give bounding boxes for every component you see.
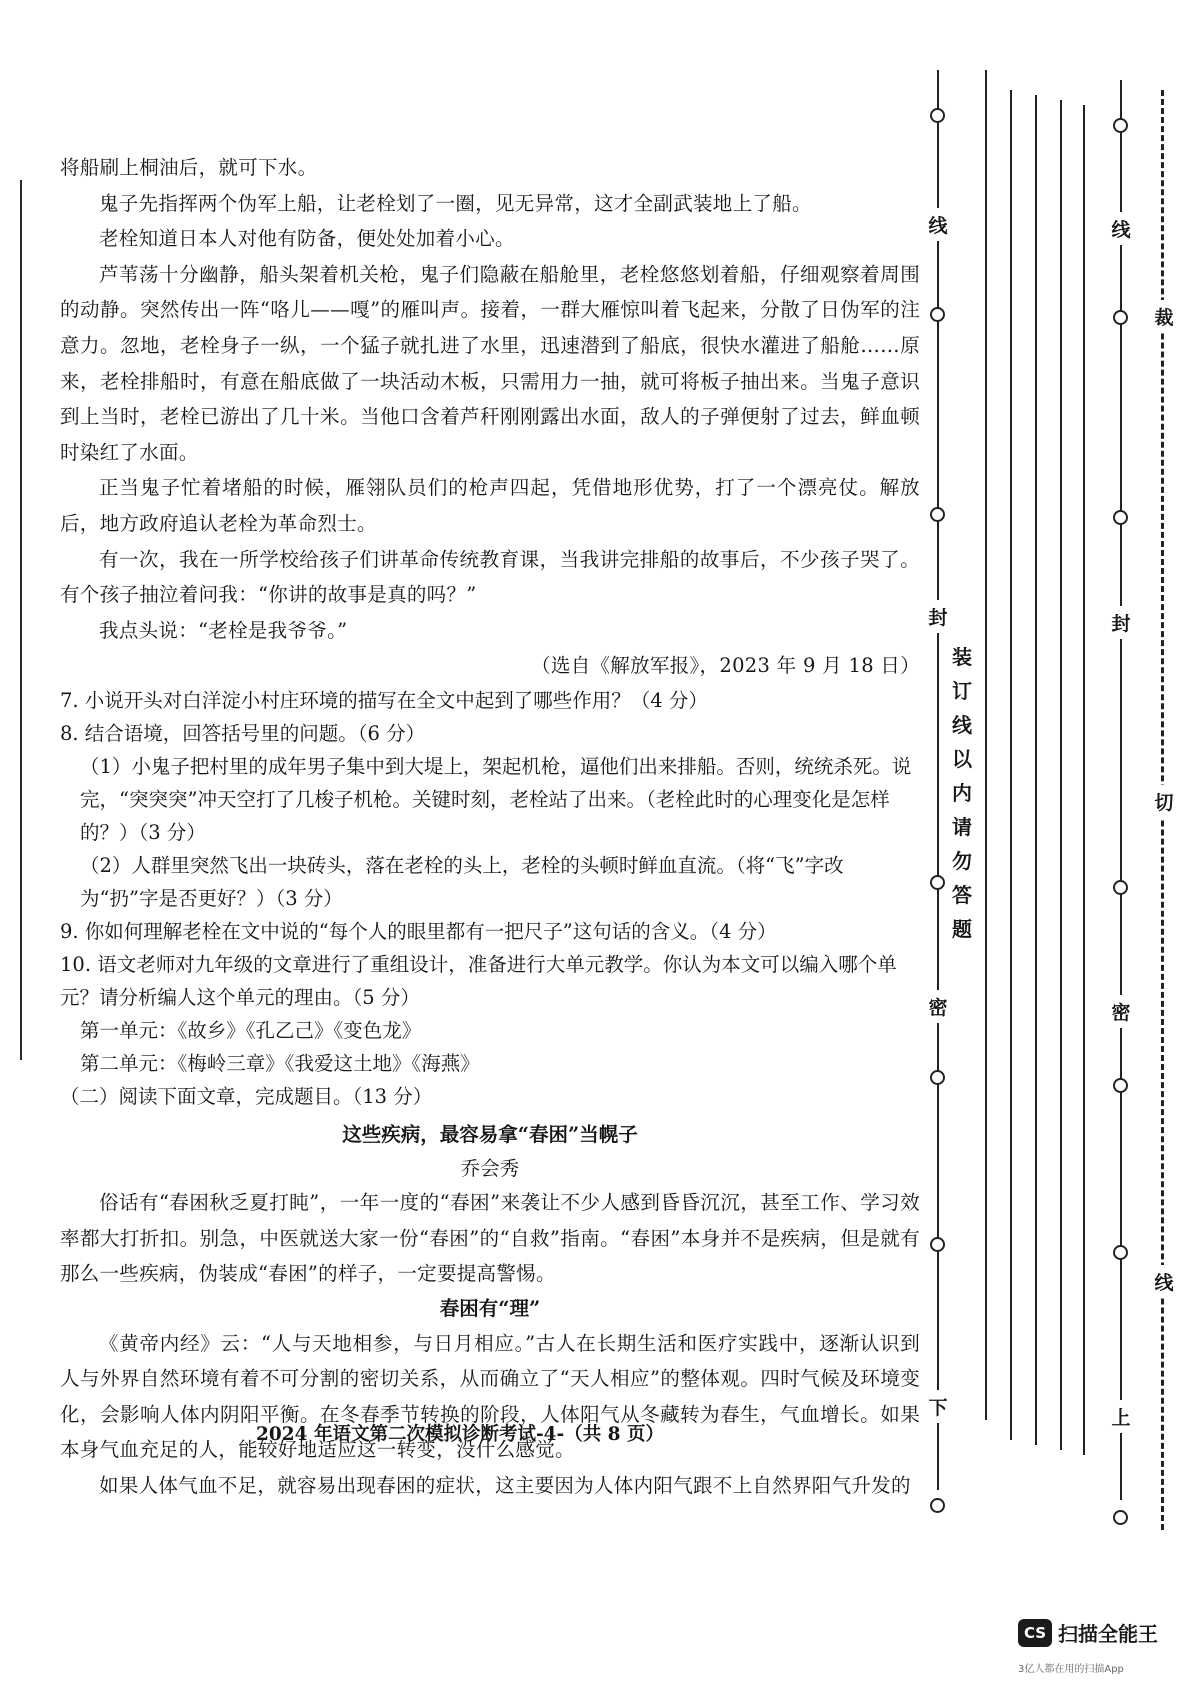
binding-hole	[1113, 880, 1128, 895]
binding-hole	[1113, 118, 1128, 133]
binding-hole	[1113, 1245, 1128, 1260]
article-paragraph: 如果人体气血不足，就容易出现春困的症状，这主要因为人体内阳气跟不上自然界阳气升发的	[99, 1474, 911, 1498]
story-source: （选自《解放军报》，2023 年 9 月 18 日）	[531, 654, 920, 678]
binding-hole	[930, 307, 945, 322]
cutting-label: 裁	[1152, 300, 1176, 333]
story-paragraph: 将船刷上桐油后，就可下水。	[60, 156, 318, 179]
margin-line	[985, 70, 987, 1420]
question-8: 8. 结合语境，回答括号里的问题。（6 分）	[60, 721, 426, 745]
margin-line	[1035, 95, 1037, 1445]
margin-label: 封	[926, 600, 950, 633]
binding-hole	[1113, 1078, 1128, 1093]
article-subtitle: 春困有“理”	[439, 1296, 541, 1320]
scanner-name: 扫描全能王	[1058, 1622, 1158, 1646]
margin-label: 封	[1109, 606, 1133, 639]
unit-2: 第二单元：《梅岭三章》《我爱这土地》《海燕》	[80, 1051, 480, 1075]
section-2-heading: （二）阅读下面文章，完成题目。（13 分）	[60, 1084, 433, 1108]
cutting-label: 线	[1152, 1265, 1176, 1298]
binding-line-outer	[1120, 80, 1122, 1500]
article-title: 这些疾病，最容易拿“春困”当幌子	[342, 1122, 638, 1146]
article-paragraph: 《黄帝内经》云：“人与天地相参，与日月相应。”古人在长期生活和医疗实践中，逐渐认识到人与外界自然环境有着不可分割的密切关系，从而确立了“天人相应”的整体观。四时气候及环境变化，会影响人体内阴阳平衡。在冬春季节转换的阶段，人体阳气从冬藏转为春生，气血增长。如果本身气血充足的人，能较好地适应这一转变，没什么感觉。	[60, 1331, 920, 1462]
margin-label: 上	[1109, 1400, 1133, 1433]
story-paragraph: 有一次，我在一所学校给孩子们讲革命传统教育课，当我讲完排船的故事后，不少孩子哭了。有个孩子抽泣着问我：“你讲的故事是真的吗？”	[60, 547, 920, 607]
question-9: 9. 你如何理解老栓在文中说的“每个人的眼里都有一把尺子”这句话的含义。（4 分）	[60, 919, 777, 943]
story-paragraph: 鬼子先指挥两个伪军上船，让老栓划了一圈，见无异常，这才全副武装地上了船。	[99, 191, 812, 215]
margin-label: 密	[926, 990, 950, 1023]
binding-hole	[930, 1070, 945, 1085]
margin-line	[1083, 105, 1085, 1455]
binding-hole	[1113, 1510, 1128, 1525]
scanner-logo-icon: CS	[1018, 1619, 1052, 1647]
binding-hole	[930, 108, 945, 123]
margin-label: 下	[926, 1390, 950, 1423]
article-paragraph: 俗话有“春困秋乏夏打盹”，一年一度的“春困”来袭让不少人感到昏昏沉沉，甚至工作、学习效率都大打折扣。别急，中医就送大家一份“春困”的“自救”指南。“春困”本身并不是疾病，但是就有那么一些疾病，伪装成“春困”的样子，一定要提高警惕。	[60, 1190, 920, 1286]
binding-hole	[930, 1498, 945, 1513]
page-footer: 2024 年语文第二次模拟诊断考试-4-（共 8 页）	[256, 1424, 664, 1445]
margin-line	[1060, 100, 1062, 1450]
scanner-tagline: 3亿人都在用的扫描App	[1018, 1664, 1124, 1675]
binding-hole	[930, 1237, 945, 1252]
binding-hole	[1113, 510, 1128, 525]
story-paragraph: 芦苇荡十分幽静，船头架着机关枪，鬼子们隐蔽在船舱里，老栓悠悠划着船，仔细观察着周围的动静。突然传出一阵“咯儿——嘎”的雁叫声。接着，一群大雁惊叫着飞起来，分散了日伪军的注意力。忽地，老栓身子一纵，一个猛子就扎进了水里，迅速潜到了船底，很快水灌进了船舱……原来，老栓排船时，有意在船底做了一块活动木板，只需用力一抽，就可将板子抽出来。当鬼子意识到上当时，老栓已游出了几十米。当他口含着芦秆刚刚露出水面，敌人的子弹便射了过去，鲜血顿时染红了水面。	[60, 262, 920, 464]
binding-line-inner	[937, 70, 939, 1490]
margin-label: 密	[1109, 995, 1133, 1028]
binding-hole	[930, 875, 945, 890]
story-paragraph: 老栓知道日本人对他有防备，便处处加着小心。	[99, 227, 515, 251]
question-7: 7. 小说开头对白洋淀小村庄环境的描写在全文中起到了哪些作用？（4 分）	[60, 688, 708, 712]
left-margin-rule	[20, 180, 22, 1060]
margin-label: 线	[1109, 212, 1133, 245]
binding-notice: 装订线以内请勿答题	[952, 645, 974, 941]
binding-hole	[1113, 310, 1128, 325]
question-8-1: （1）小鬼子把村里的成年男子集中到大堤上，架起机枪，逼他们出来排船。否则，统统杀死。说完，“突突突”冲天空打了几梭子机枪。关键时刻，老栓站了出来。（老栓此时的心理变化是怎样的？）（3 分）	[80, 754, 912, 844]
margin-line	[1010, 90, 1012, 1440]
main-text-column	[60, 150, 920, 1504]
question-8-2: （2）人群里突然飞出一块砖头，落在老栓的头上，老栓的头顿时鲜血直流。（将“飞”字改为“扔”字是否更好？）（3 分）	[80, 853, 844, 910]
scanner-watermark	[1018, 1618, 1158, 1647]
story-paragraph: 我点头说：“老栓是我爷爷。”	[99, 618, 348, 642]
article-author: 乔会秀	[460, 1156, 520, 1180]
question-10: 10. 语文老师对九年级的文章进行了重组设计，准备进行大单元教学。你认为本文可以编入哪个单元？请分析编人这个单元的理由。（5 分）	[60, 952, 897, 1009]
margin-label: 线	[926, 208, 950, 241]
cutting-label: 切	[1152, 785, 1176, 818]
binding-hole	[930, 507, 945, 522]
story-paragraph: 正当鬼子忙着堵船的时候，雁翎队员们的枪声四起，凭借地形优势，打了一个漂亮仗。解放后，地方政府追认老栓为革命烈士。	[60, 476, 920, 535]
unit-1: 第一单元：《故乡》《孔乙己》《变色龙》	[80, 1018, 422, 1042]
